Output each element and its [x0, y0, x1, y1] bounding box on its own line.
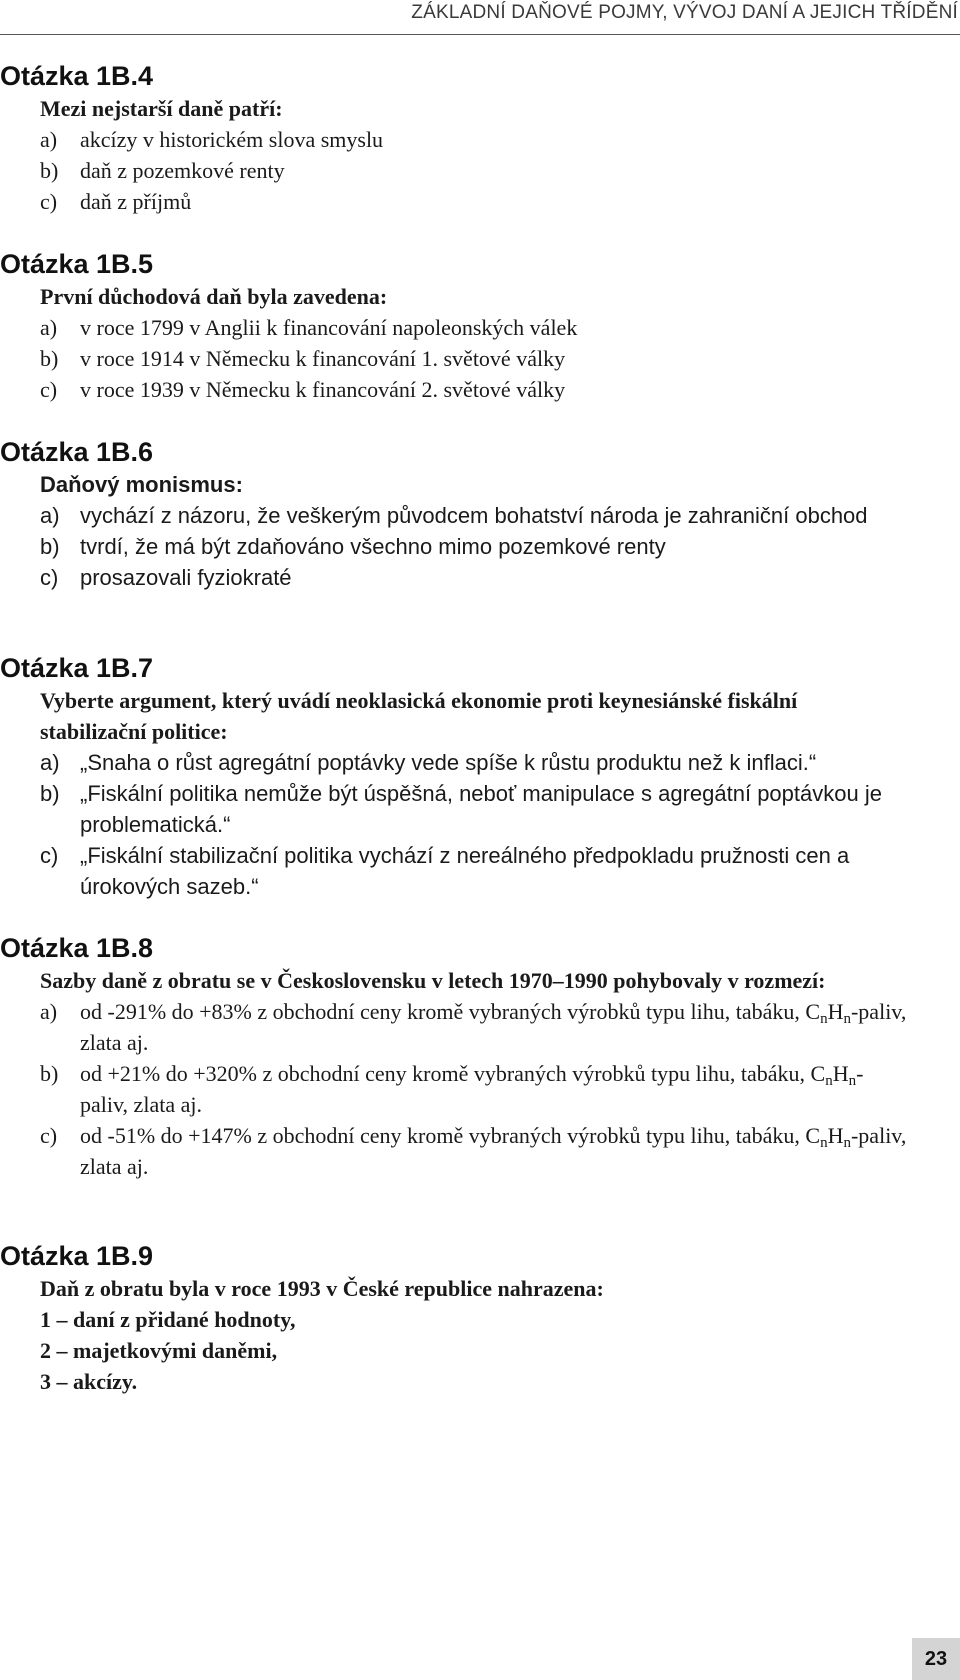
- option-letter: b): [40, 781, 60, 806]
- option-text: v roce 1939 v Německu k financování 2. světové války: [80, 377, 566, 402]
- option-text-tail: -paliv, zlata aj.: [80, 1061, 864, 1117]
- option-letter: c): [40, 843, 59, 868]
- option-text: „Fiskální stabilizační politika vychází z nereálného předpokladu pružnosti cen a úrokových sazeb.“: [80, 843, 850, 899]
- option-text: „Fiskální politika nemůže být úspěšná, neboť manipulace s agregátní poptávkou je problematická.“: [80, 781, 882, 837]
- option-text: [80, 1120, 960, 1182]
- option-text: daň z příjmů: [80, 189, 192, 214]
- option-text: daň z pozemkové renty: [80, 158, 285, 183]
- option-a[interactable]: [0, 747, 960, 778]
- option-text: v roce 1799 v Anglii k financování napoleonských válek: [80, 315, 578, 340]
- question-number: Otázka 1B.6: [0, 437, 154, 467]
- subscript-n: n: [820, 1135, 828, 1151]
- option-letter: c): [40, 189, 58, 214]
- option-c[interactable]: [0, 374, 960, 405]
- option-c[interactable]: [0, 840, 960, 902]
- option-b[interactable]: [0, 778, 960, 840]
- option-c[interactable]: [0, 1120, 960, 1182]
- option-letter: a): [40, 999, 58, 1024]
- option-letter: b): [40, 534, 60, 559]
- question-1b6: [0, 436, 960, 593]
- option-text: [80, 1058, 960, 1120]
- question-number: Otázka 1B.7: [0, 653, 154, 683]
- option-text: [80, 996, 960, 1058]
- question-prompt: První důchodová daň byla zavedena:: [40, 284, 388, 309]
- subscript-n: n: [843, 1135, 851, 1151]
- hydrogen-symbol: H: [827, 1123, 844, 1148]
- option-text-main: od -291% do +83% z obchodní ceny kromě vybraných výrobků typu lihu, tabáku, C: [80, 999, 821, 1024]
- option-a[interactable]: [0, 124, 960, 155]
- option-text: tvrdí, že má být zdaňováno všechno mimo pozemkové renty: [80, 534, 666, 559]
- option-c[interactable]: [0, 562, 960, 593]
- option-letter: c): [40, 1123, 58, 1148]
- option-letter: b): [40, 158, 59, 183]
- question-prompt: Daňový monismus:: [40, 472, 243, 497]
- option-letter: a): [40, 127, 58, 152]
- running-header: ZÁKLADNÍ DAŇOVÉ POJMY, VÝVOJ DANÍ A JEJICH TŘÍDĚNÍ: [411, 2, 958, 23]
- option-a[interactable]: [0, 996, 960, 1058]
- subscript-n: n: [848, 1073, 857, 1089]
- option-letter: a): [40, 315, 58, 340]
- subscript-n: n: [843, 1011, 851, 1027]
- option-letter: b): [40, 346, 59, 371]
- page-number: 23: [912, 1638, 960, 1680]
- question-number: Otázka 1B.5: [0, 249, 154, 279]
- question-prompt: Daň z obratu byla v roce 1993 v České republice nahrazena:: [40, 1276, 604, 1301]
- option-text-main: od -51% do +147% z obchodní ceny kromě vybraných výrobků typu lihu, tabáku, C: [80, 1123, 821, 1148]
- option-text: v roce 1914 v Německu k financování 1. světové války: [80, 346, 566, 371]
- option-b[interactable]: [0, 531, 960, 562]
- option-b[interactable]: [0, 155, 960, 186]
- question-1b9: [0, 1240, 960, 1397]
- hydrogen-symbol: H: [832, 1061, 849, 1086]
- question-prompt: Vyberte argument, který uvádí neoklasická ekonomie proti keynesiánské fiskální stabilizační politice:: [40, 688, 798, 744]
- header-rule: [0, 34, 960, 35]
- question-number: Otázka 1B.4: [0, 61, 154, 91]
- option-letter: a): [40, 750, 60, 775]
- answer-line: 1 – daní z přidané hodnoty,: [40, 1307, 296, 1332]
- option-letter: a): [40, 503, 60, 528]
- option-a[interactable]: [0, 312, 960, 343]
- question-1b7: [0, 652, 960, 902]
- option-text: akcízy v historickém slova smyslu: [80, 127, 384, 152]
- option-text: „Snaha o růst agregátní poptávky vede spíše k růstu produktu než k inflaci.“: [80, 750, 817, 775]
- subscript-n: n: [820, 1011, 828, 1027]
- option-text: prosazovali fyziokraté: [80, 565, 292, 590]
- option-text: vychází z názoru, že veškerým původcem bohatství národa je zahraniční obchod: [80, 503, 868, 528]
- option-text-tail: -paliv, zlata aj.: [80, 1123, 907, 1179]
- option-letter: b): [40, 1061, 59, 1086]
- option-c[interactable]: [0, 186, 960, 217]
- answer-line: 3 – akcízy.: [40, 1369, 138, 1394]
- question-1b4: [0, 60, 960, 217]
- question-prompt: Sazby daně z obratu se v Československu v letech 1970–1990 pohybovaly v rozmezí:: [40, 968, 826, 993]
- option-letter: c): [40, 377, 58, 402]
- question-number: Otázka 1B.9: [0, 1241, 154, 1271]
- option-a[interactable]: [0, 500, 960, 531]
- subscript-n: n: [825, 1073, 833, 1089]
- question-prompt: Mezi nejstarší daně patří:: [40, 96, 283, 121]
- option-b[interactable]: [0, 343, 960, 374]
- question-1b8: [0, 932, 960, 1182]
- question-number: Otázka 1B.8: [0, 933, 154, 963]
- answer-line: 2 – majetkovými daněmi,: [40, 1338, 278, 1363]
- hydrogen-symbol: H: [827, 999, 844, 1024]
- option-letter: c): [40, 565, 59, 590]
- option-text-tail: -paliv, zlata aj.: [80, 999, 907, 1055]
- option-text-main: od +21% do +320% z obchodní ceny kromě vybraných výrobků typu lihu, tabáku, C: [80, 1061, 826, 1086]
- option-b[interactable]: [0, 1058, 960, 1120]
- question-1b5: [0, 248, 960, 405]
